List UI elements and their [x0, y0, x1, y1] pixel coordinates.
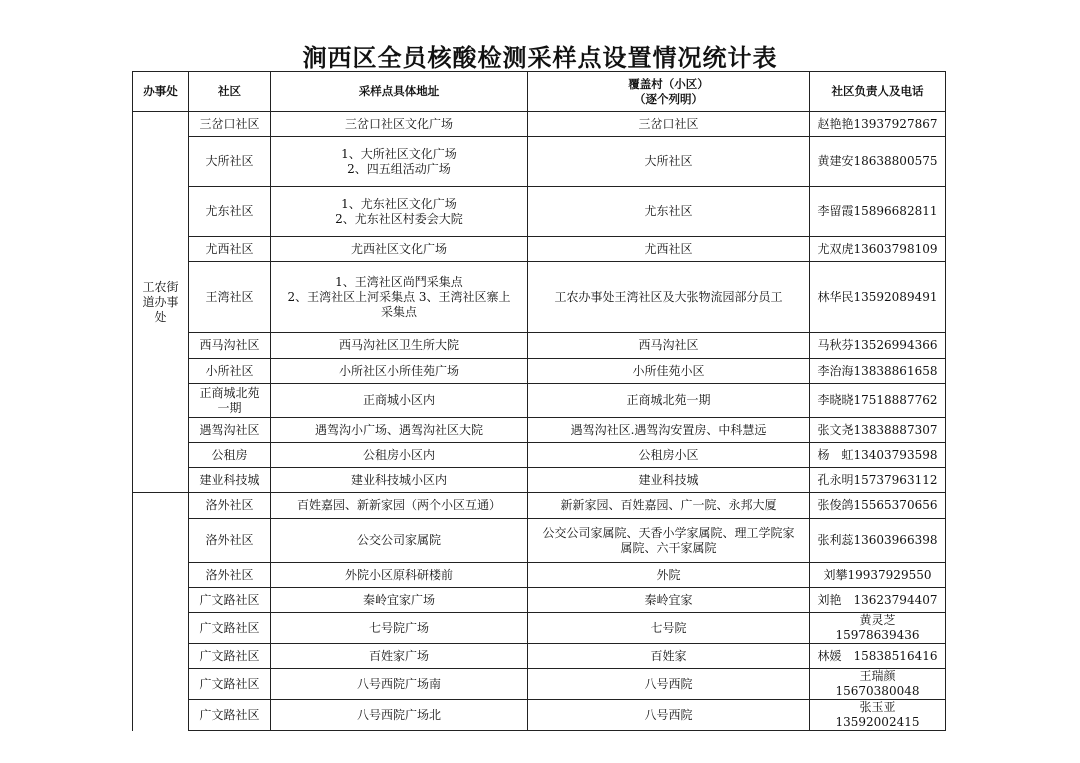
- document-title: 涧西区全员核酸检测采样点设置情况统计表: [302, 44, 778, 72]
- contact-cell: 孔永明15737963112: [810, 468, 946, 493]
- community-cell: 广文路社区: [189, 644, 271, 669]
- table-row: [133, 669, 946, 700]
- community-cell: 广文路社区: [189, 613, 271, 644]
- address-cell: 正商城小区内: [271, 384, 528, 418]
- contact-cell: 王瑞颜 15670380048: [810, 669, 946, 700]
- contact-cell: 张俊鸽15565370656: [810, 493, 946, 519]
- address-cell: 西马沟社区卫生所大院: [271, 333, 528, 359]
- address-cell: 遇驾沟小广场、遇驾沟社区大院: [271, 418, 528, 443]
- header-coverage: 覆盖村（小区） （逐个列明）: [528, 72, 810, 112]
- contact-cell: 张玉亚 13592002415: [810, 700, 946, 731]
- coverage-cell: 三岔口社区: [528, 112, 810, 137]
- table-row: [133, 112, 946, 137]
- contact-cell: 林媛 15838516416: [810, 644, 946, 669]
- coverage-cell: 八号西院: [528, 669, 810, 700]
- coverage-cell: 秦岭宜家: [528, 588, 810, 613]
- address-cell: 公租房小区内: [271, 443, 528, 468]
- coverage-cell: 七号院: [528, 613, 810, 644]
- table-row: [133, 187, 946, 237]
- community-cell: 洛外社区: [189, 493, 271, 519]
- contact-cell: 杨 虹13403793598: [810, 443, 946, 468]
- community-cell: 洛外社区: [189, 563, 271, 588]
- contact-cell: 黄灵芝 15978639436: [810, 613, 946, 644]
- table-row: [133, 493, 946, 519]
- table-row: [133, 443, 946, 468]
- table-row: [133, 137, 946, 187]
- table-row: [133, 644, 946, 669]
- table-row: [133, 468, 946, 493]
- address-cell: 七号院广场: [271, 613, 528, 644]
- header-row: [133, 72, 946, 112]
- contact-cell: 赵艳艳13937927867: [810, 112, 946, 137]
- header-community: 社区: [189, 72, 271, 112]
- contact-cell: 张利蕊13603966398: [810, 519, 946, 563]
- contact-cell: 李治海13838861658: [810, 359, 946, 384]
- table-row: [133, 359, 946, 384]
- address-cell: 八号西院广场南: [271, 669, 528, 700]
- address-cell: 小所社区小所佳苑广场: [271, 359, 528, 384]
- address-cell: 1、尤东社区文化广场 2、尤东社区村委会大院: [271, 187, 528, 237]
- coverage-cell: 西马沟社区: [528, 333, 810, 359]
- address-cell: 建业科技城小区内: [271, 468, 528, 493]
- community-cell: 广文路社区: [189, 669, 271, 700]
- coverage-cell: 八号西院: [528, 700, 810, 731]
- community-cell: 西马沟社区: [189, 333, 271, 359]
- coverage-cell: 建业科技城: [528, 468, 810, 493]
- office-cell: 工农街 道办事 处: [133, 112, 189, 493]
- contact-cell: 李晓晓17518887762: [810, 384, 946, 418]
- table-row: [133, 333, 946, 359]
- table-row: [133, 563, 946, 588]
- contact-cell: 马秋芬13526994366: [810, 333, 946, 359]
- contact-cell: 李留霞15896682811: [810, 187, 946, 237]
- table-row: [133, 384, 946, 418]
- table-row: [133, 519, 946, 563]
- contact-cell: 尤双虎13603798109: [810, 237, 946, 262]
- coverage-cell: 尤东社区: [528, 187, 810, 237]
- community-cell: 建业科技城: [189, 468, 271, 493]
- community-cell: 王湾社区: [189, 262, 271, 333]
- contact-cell: 林华民13592089491: [810, 262, 946, 333]
- table-row: [133, 237, 946, 262]
- table-row: [133, 262, 946, 333]
- sampling-points-table: [132, 71, 946, 731]
- community-cell: 尤西社区: [189, 237, 271, 262]
- coverage-cell: 尤西社区: [528, 237, 810, 262]
- coverage-cell: 公租房小区: [528, 443, 810, 468]
- address-cell: 百姓家广场: [271, 644, 528, 669]
- community-cell: 广文路社区: [189, 700, 271, 731]
- coverage-cell: 工农办事处王湾社区及大张物流园部分员工: [528, 262, 810, 333]
- community-cell: 小所社区: [189, 359, 271, 384]
- address-cell: 尤西社区文化广场: [271, 237, 528, 262]
- community-cell: 遇驾沟社区: [189, 418, 271, 443]
- header-address: 采样点具体地址: [271, 72, 528, 112]
- coverage-cell: 新新家园、百姓嘉园、广一院、永邦大厦: [528, 493, 810, 519]
- coverage-cell: 小所佳苑小区: [528, 359, 810, 384]
- contact-cell: 刘艳 13623794407: [810, 588, 946, 613]
- coverage-cell: 大所社区: [528, 137, 810, 187]
- address-cell: 1、大所社区文化广场 2、四五组活动广场: [271, 137, 528, 187]
- community-cell: 公租房: [189, 443, 271, 468]
- coverage-cell: 百姓家: [528, 644, 810, 669]
- address-cell: 百姓嘉园、新新家园（两个小区互通）: [271, 493, 528, 519]
- community-cell: 三岔口社区: [189, 112, 271, 137]
- office-cell: [133, 493, 189, 731]
- table-row: [133, 588, 946, 613]
- contact-cell: 张文尧13838887307: [810, 418, 946, 443]
- address-cell: 外院小区原科研楼前: [271, 563, 528, 588]
- address-cell: 秦岭宜家广场: [271, 588, 528, 613]
- header-contact: 社区负责人及电话: [810, 72, 946, 112]
- coverage-cell: 遇驾沟社区.遇驾沟安置房、中科慧远: [528, 418, 810, 443]
- community-cell: 正商城北苑 一期: [189, 384, 271, 418]
- table-row: [133, 613, 946, 644]
- contact-cell: 黄建安18638800575: [810, 137, 946, 187]
- contact-cell: 刘攀19937929550: [810, 563, 946, 588]
- address-cell: 三岔口社区文化广场: [271, 112, 528, 137]
- table-row: [133, 418, 946, 443]
- coverage-cell: 正商城北苑一期: [528, 384, 810, 418]
- community-cell: 洛外社区: [189, 519, 271, 563]
- community-cell: 大所社区: [189, 137, 271, 187]
- table-row: [133, 700, 946, 731]
- header-office: 办事处: [133, 72, 189, 112]
- community-cell: 尤东社区: [189, 187, 271, 237]
- address-cell: 公交公司家属院: [271, 519, 528, 563]
- address-cell: 1、王湾社区尚鬥采集点 2、王湾社区上河采集点 3、王湾社区寨上 采集点: [271, 262, 528, 333]
- coverage-cell: 外院: [528, 563, 810, 588]
- address-cell: 八号西院广场北: [271, 700, 528, 731]
- community-cell: 广文路社区: [189, 588, 271, 613]
- coverage-cell: 公交公司家属院、天香小学家属院、理工学院家 属院、六干家属院: [528, 519, 810, 563]
